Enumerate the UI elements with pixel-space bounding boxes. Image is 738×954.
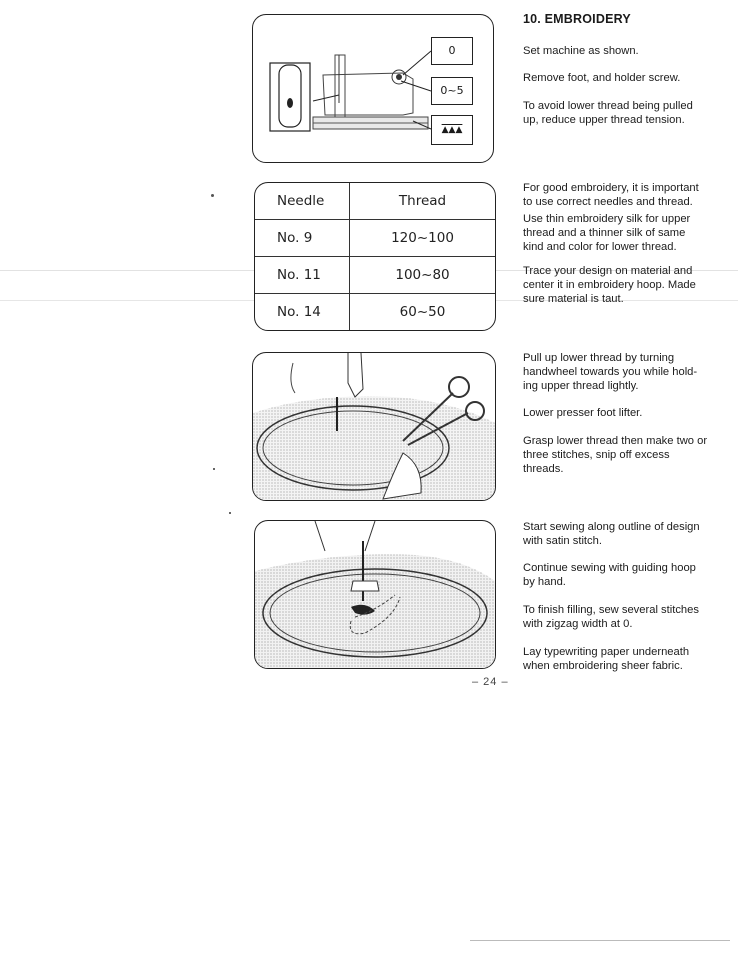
page-number: – 24 – bbox=[472, 676, 509, 688]
embroidery-hoop-illustration bbox=[254, 520, 496, 669]
table-cell-needle: No. 11 bbox=[255, 256, 350, 293]
table-cell-thread: 100~80 bbox=[395, 267, 450, 284]
instruction-paragraph: To finish filling, sew several stitches with zigzag width at 0. bbox=[523, 604, 699, 631]
instruction-paragraph: Use thin embroidery silk for upper thread and a thinner silk of same kind and color for lower thread. bbox=[523, 213, 691, 254]
instruction-paragraph: Remove foot, and holder screw. bbox=[523, 72, 681, 84]
instruction-paragraph: Lay typewriting paper underneath when embroidering sheer fabric. bbox=[523, 646, 690, 673]
stitch-width-setting bbox=[431, 37, 473, 65]
section-heading: 10. EMBROIDERY bbox=[523, 12, 631, 26]
instruction-paragraph: Start sewing along outline of design with satin stitch. bbox=[523, 521, 700, 548]
table-cell-thread: 120~100 bbox=[391, 229, 454, 246]
stitch-width-value: 0 bbox=[448, 44, 456, 57]
instruction-paragraph: Trace your design on material and center it in embroidery hoop. Made sure material is taut. bbox=[523, 265, 696, 306]
thread-column-header: Thread bbox=[398, 192, 447, 209]
machine-settings-illustration bbox=[252, 14, 494, 163]
instruction-paragraph: Continue sewing with guiding hoop by hand. bbox=[523, 562, 696, 589]
stitch-length-value: 0~5 bbox=[440, 84, 464, 97]
instruction-paragraph: Lower presser foot lifter. bbox=[523, 407, 643, 419]
hoop-scissors-drawing bbox=[253, 353, 495, 500]
needle-thread-table bbox=[254, 182, 496, 331]
needle-column-header: Needle bbox=[255, 183, 350, 219]
instruction-paragraph: For good embroidery, it is important to use correct needles and thread. bbox=[523, 182, 699, 209]
instruction-paragraph: Pull up lower thread by turning handwheel towards you while hold-ing upper thread lightly. bbox=[523, 352, 698, 393]
instruction-paragraph: Grasp lower thread then make two or three stitches, snip off excess threads. bbox=[523, 435, 708, 476]
table-cell-needle: No. 14 bbox=[255, 294, 350, 330]
feed-dog-icon: ▲▲▲ bbox=[441, 125, 463, 135]
instruction-paragraph: To avoid lower thread being pulled up, reduce upper thread tension. bbox=[523, 100, 693, 127]
thread-pulling-illustration bbox=[252, 352, 496, 501]
instruction-paragraph: Set machine as shown. bbox=[523, 45, 639, 57]
embroidery-design-drawing bbox=[255, 521, 495, 668]
stitch-length-setting bbox=[431, 77, 473, 105]
feed-dog-setting bbox=[431, 115, 473, 145]
table-cell-thread: 60~50 bbox=[399, 304, 446, 321]
table-cell-needle: No. 9 bbox=[255, 219, 350, 256]
